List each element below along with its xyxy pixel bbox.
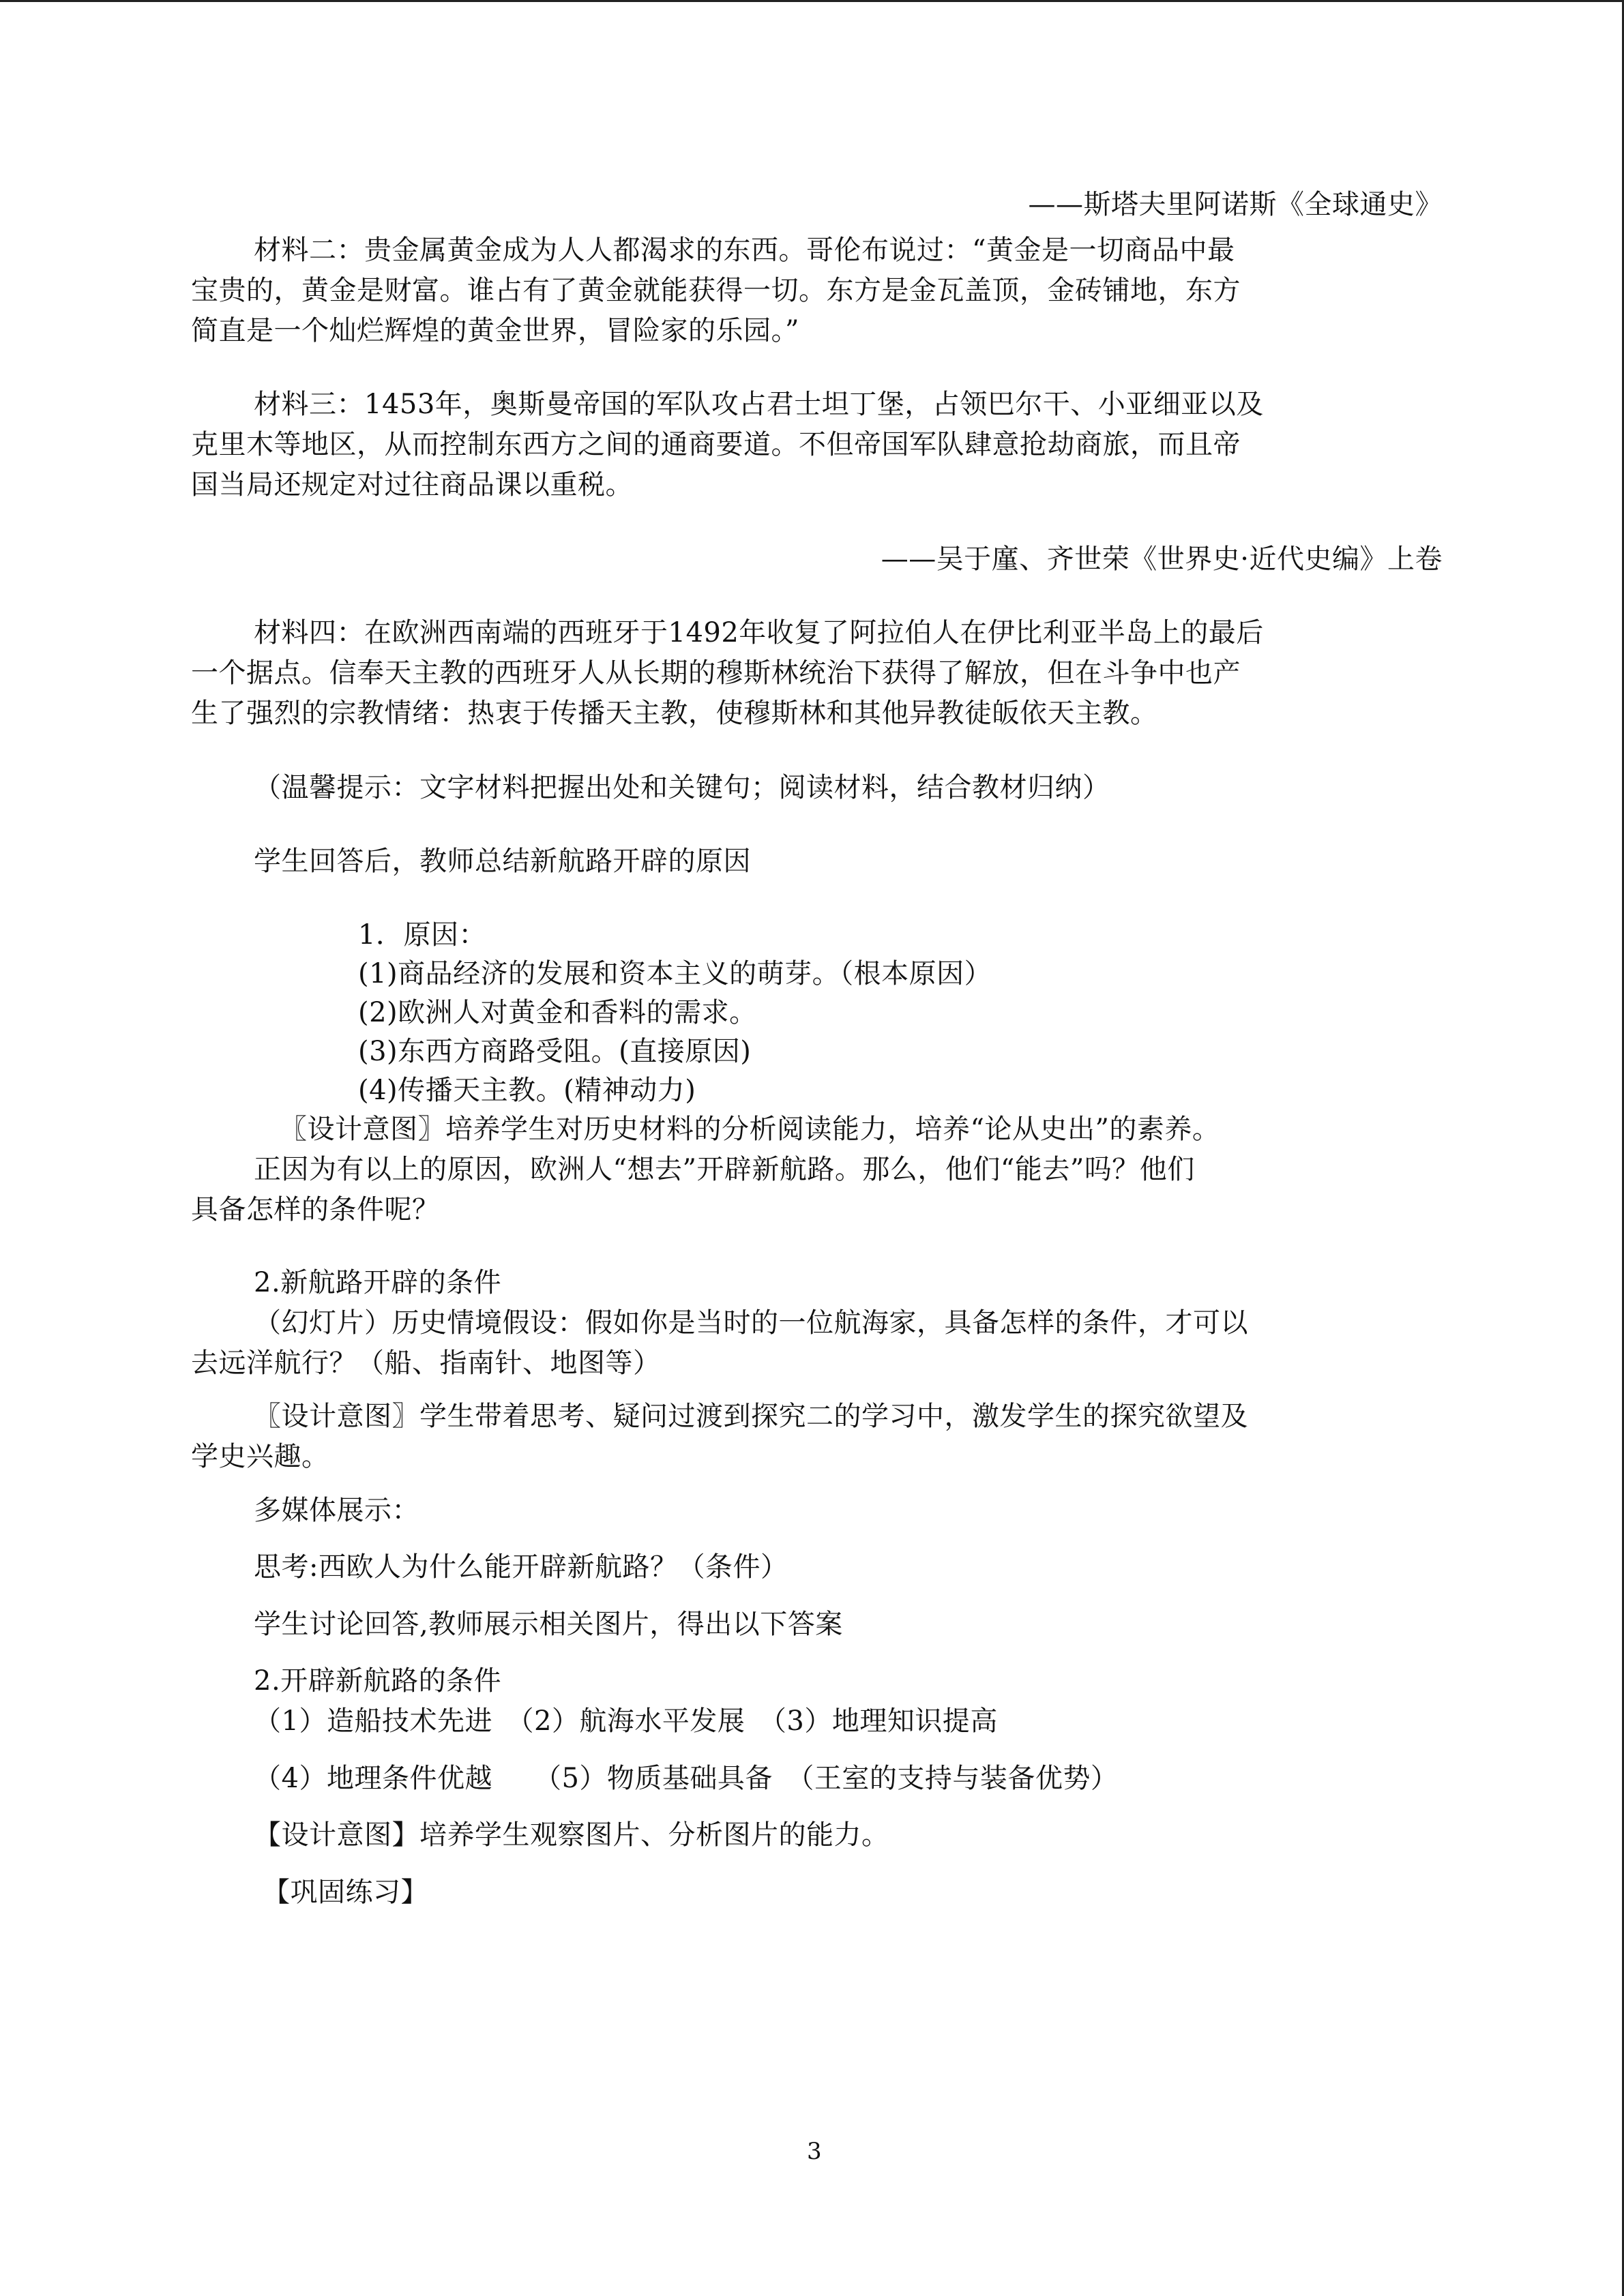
- cause-item-1: (1)商品经济的发展和资本主义的萌芽。（根本原因）: [358, 958, 992, 989]
- slide-line-1: （幻灯片）历史情境假设：假如你是当时的一位航海家，具备怎样的条件，才可以: [254, 1307, 1248, 1339]
- page-number: 3: [807, 2138, 822, 2165]
- practice-heading: 【巩固练习】: [263, 1877, 428, 1908]
- reading-tip: （温馨提示：文字材料把握出处和关键句；阅读材料，结合教材归纳）: [254, 772, 1110, 803]
- design-intent-2-line-2: 学史兴趣。: [191, 1441, 329, 1472]
- multimedia-label: 多媒体展示：: [254, 1495, 419, 1526]
- material-4-line-1: 材料四：在欧洲西南端的西班牙于1492年收复了阿拉伯人在伊比利亚半岛上的最后: [254, 617, 1264, 648]
- cause-item-2: (2)欧洲人对黄金和香料的需求。: [358, 997, 757, 1028]
- material-3-line-2: 克里木等地区，从而控制东西方之间的通商要道。不但帝国军队肆意抢劫商旅，而且帝: [191, 429, 1241, 460]
- source-citation-global-history: ——斯塔夫里阿诺斯《全球通史》: [1028, 189, 1443, 220]
- discussion-note: 学生讨论回答,教师展示相关图片，得出以下答案: [254, 1609, 843, 1640]
- causes-heading: 1．原因：: [358, 919, 486, 951]
- slide-line-2: 去远洋航行？（船、指南针、地图等）: [191, 1347, 661, 1379]
- cause-item-4: (4)传播天主教。(精神动力): [358, 1075, 696, 1106]
- material-2-line-1: 材料二：贵金属黄金成为人人都渴求的东西。哥伦布说过：“黄金是一切商品中最: [254, 235, 1235, 266]
- conditions-row-2: （4）地理条件优越 （5）物质基础具备 （王室的支持与装备优势）: [254, 1763, 1119, 1794]
- design-intent-3: 【设计意图】培养学生观察图片、分析图片的能力。: [254, 1819, 889, 1851]
- transition-line-1: 正因为有以上的原因，欧洲人“想去”开辟新航路。那么，他们“能去”吗？他们: [254, 1154, 1195, 1185]
- design-intent-2-line-1: 〖设计意图〗学生带着思考、疑问过渡到探究二的学习中，激发学生的探究欲望及: [254, 1401, 1248, 1432]
- material-3-line-1: 材料三：1453年，奥斯曼帝国的军队攻占君士坦丁堡，占领巴尔干、小亚细亚以及: [254, 389, 1264, 420]
- conditions-heading: 2.新航路开辟的条件: [254, 1267, 502, 1298]
- material-2-line-3: 简直是一个灿烂辉煌的黄金世界，冒险家的乐园。”: [191, 315, 799, 346]
- conditions-row-1: （1）造船技术先进 （2）航海水平发展 （3）地理知识提高: [254, 1705, 998, 1737]
- think-question: 思考:西欧人为什么能开辟新航路？（条件）: [254, 1551, 788, 1583]
- cause-item-3: (3)东西方商路受阻。(直接原因): [358, 1036, 752, 1067]
- teacher-summary: 学生回答后，教师总结新航路开辟的原因: [254, 846, 751, 877]
- material-2-line-2: 宝贵的，黄金是财富。谁占有了黄金就能获得一切。东方是金瓦盖顶，金砖铺地，东方: [191, 275, 1241, 306]
- design-intent-1: 〖设计意图〗培养学生对历史材料的分析阅读能力，培养“论从史出”的素养。: [280, 1114, 1220, 1145]
- source-citation-world-history: ——吴于廑、齐世荣《世界史·近代史编》上卷: [881, 543, 1443, 575]
- material-4-line-2: 一个据点。信奉天主教的西班牙人从长期的穆斯林统治下获得了解放，但在斗争中也产: [191, 657, 1241, 689]
- conditions-list-heading: 2.开辟新航路的条件: [254, 1665, 502, 1697]
- material-3-line-3: 国当局还规定对过往商品课以重税。: [191, 469, 633, 501]
- material-4-line-3: 生了强烈的宗教情绪：热衷于传播天主教，使穆斯林和其他异教徒皈依天主教。: [191, 698, 1158, 729]
- transition-line-2: 具备怎样的条件呢？: [191, 1194, 440, 1225]
